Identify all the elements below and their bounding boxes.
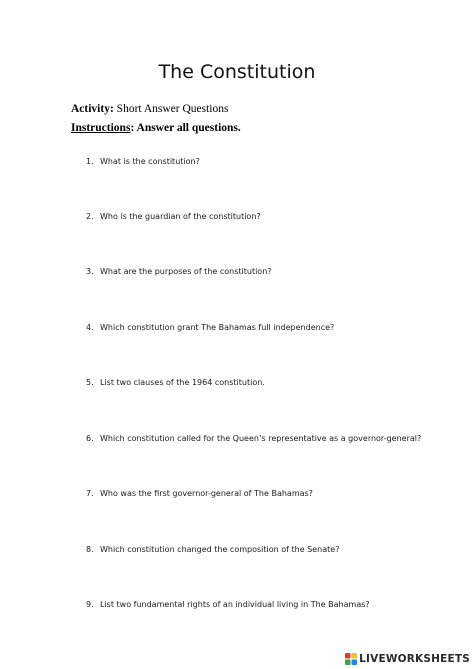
question-text: Who was the first governor-general of The Bahamas? xyxy=(100,489,313,498)
question-number: 2. xyxy=(86,212,94,221)
page-title: The Constitution xyxy=(158,61,316,83)
question-number: 4. xyxy=(86,323,94,332)
question-item xyxy=(86,266,272,277)
question-item xyxy=(86,156,200,167)
question-text: Which constitution called for the Queen’s representative as a governor-general? xyxy=(100,434,422,443)
question-number: 8. xyxy=(86,545,94,554)
question-number: 9. xyxy=(86,600,94,609)
question-number: 6. xyxy=(86,434,94,443)
question-item xyxy=(86,322,334,333)
instructions-line xyxy=(71,121,241,135)
question-item xyxy=(86,211,261,222)
question-number: 5. xyxy=(86,378,94,387)
liveworksheets-footer[interactable] xyxy=(345,651,470,667)
question-item xyxy=(86,488,313,499)
question-item xyxy=(86,599,370,610)
question-text: List two clauses of the 1964 constitution. xyxy=(100,378,265,387)
question-text: What is the constitution? xyxy=(100,157,200,166)
footer-brand-text: LIVEWORKSHEETS xyxy=(359,653,470,665)
activity-line xyxy=(71,102,228,116)
question-text: Which constitution changed the composition of the Senate? xyxy=(100,545,340,554)
question-number: 3. xyxy=(86,267,94,276)
question-text: List two fundamental rights of an individual living in The Bahamas? xyxy=(100,600,370,609)
question-number: 1. xyxy=(86,157,94,166)
question-item xyxy=(86,544,339,555)
question-text: Who is the guardian of the constitution? xyxy=(100,212,261,221)
liveworksheets-logo-icon xyxy=(345,653,357,665)
question-text: Which constitution grant The Bahamas full independence? xyxy=(100,323,335,332)
instructions-text: : Answer all questions. xyxy=(130,122,241,134)
instructions-label: Instructions xyxy=(71,122,131,134)
question-item xyxy=(86,433,421,444)
activity-label: Activity: xyxy=(71,103,114,115)
question-item xyxy=(86,377,265,388)
question-text: What are the purposes of the constitution? xyxy=(100,267,272,276)
activity-text: Short Answer Questions xyxy=(113,103,229,115)
question-number: 7. xyxy=(86,489,94,498)
